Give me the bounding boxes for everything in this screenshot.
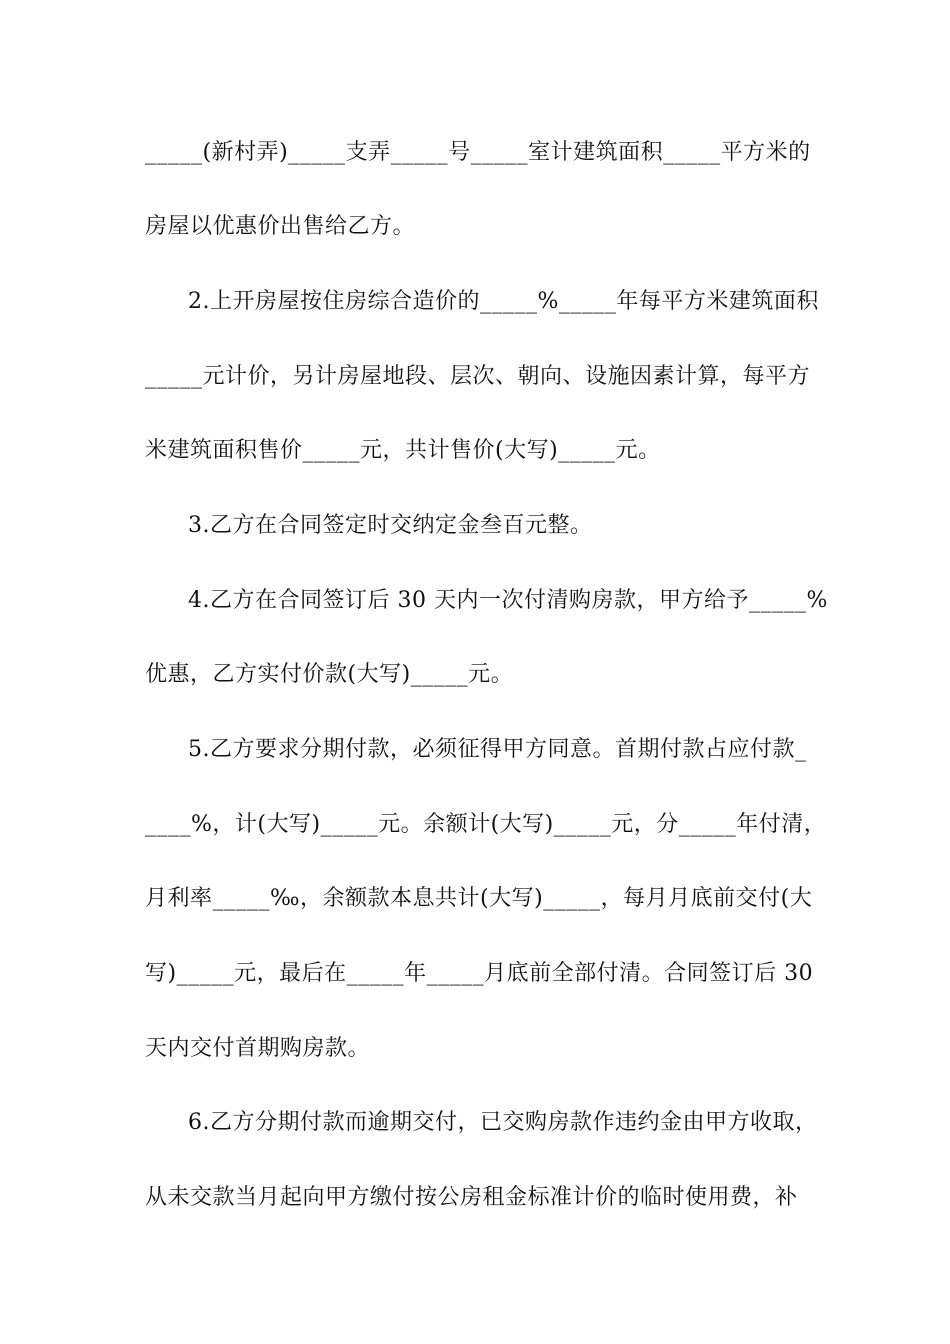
clause-2-line-2: _____元计价，另计房屋地段、层次、朝向、设施因素计算，每平方 <box>145 364 811 389</box>
clause-5-line-3: 月利率_____‰，余额款本息共计(大写)_____，每月月底前交付(大 <box>145 886 813 911</box>
text-line-1: _____(新村弄)_____支弄_____号_____室计建筑面积_____平方米的 <box>145 140 811 165</box>
clause-6-line-1: 6.乙方分期付款而逾期交付，已交购房款作违约金由甲方收取， <box>188 1110 818 1135</box>
clause-2-line-3: 米建筑面积售价_____元，共计售价(大写)_____元。 <box>145 438 661 463</box>
clause-3-line-1: 3.乙方在合同签定时交纳定金叁百元整。 <box>188 513 593 538</box>
clause-6-line-2: 从未交款当月起向甲方缴付按公房租金标准计价的临时使用费，补 <box>145 1185 798 1210</box>
clause-5-line-1: 5.乙方要求分期付款，必须征得甲方同意。首期付款占应付款_ <box>188 737 807 762</box>
text-line-2: 房屋以优惠价出售给乙方。 <box>145 214 416 239</box>
clause-5-line-5: 天内交付首期购房款。 <box>145 1036 371 1061</box>
clause-5-line-2: ____%，计(大写)_____元。余额计(大写)_____元，分_____年付清， <box>145 812 827 837</box>
clause-2-line-1: 2.上开房屋按住房综合造价的_____%_____年每平方米建筑面积 <box>188 289 819 314</box>
clause-5-line-4: 写)_____元，最后在_____年_____月底前全部付清。合同签订后 30 <box>145 961 814 986</box>
clause-4-line-2: 优惠，乙方实付价款(大写)_____元。 <box>145 662 514 687</box>
clause-4-line-1: 4.乙方在合同签订后 30 天内一次付清购房款，甲方给予_____% <box>188 588 828 613</box>
